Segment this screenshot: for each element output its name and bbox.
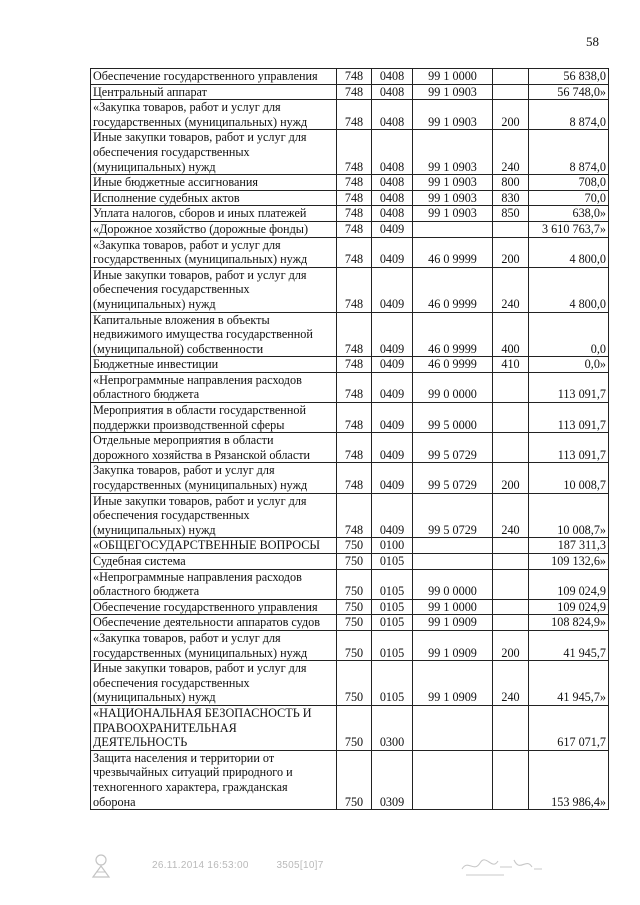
row-amount: 4 800,0 — [529, 267, 609, 312]
row-amount: 109 024,9 — [529, 569, 609, 599]
row-name: Иные закупки товаров, работ и услуг для обеспечения государственных (муниципальных) нужд — [91, 661, 337, 706]
footer-timestamp — [152, 860, 324, 871]
row-target-code: 46 0 9999 — [413, 312, 493, 357]
row-target-code: 99 1 0909 — [413, 630, 493, 660]
row-section-code: 0409 — [372, 267, 413, 312]
row-ved-code: 750 — [337, 705, 372, 750]
row-section-code: 0100 — [372, 538, 413, 554]
row-name: Исполнение судебных актов — [91, 190, 337, 206]
row-name: «Непрограммные направления расходов областного бюджета — [91, 569, 337, 599]
row-expense-type: 200 — [493, 630, 529, 660]
row-amount: 41 945,7» — [529, 661, 609, 706]
row-target-code — [413, 750, 493, 809]
row-amount: 8 874,0 — [529, 100, 609, 130]
row-ved-code: 748 — [337, 206, 372, 222]
row-expense-type: 240 — [493, 267, 529, 312]
row-section-code: 0408 — [372, 100, 413, 130]
row-expense-type — [493, 433, 529, 463]
row-name: Иные закупки товаров, работ и услуг для обеспечения государственных (муниципальных) нужд — [91, 130, 337, 175]
row-expense-type: 400 — [493, 312, 529, 357]
row-ved-code: 748 — [337, 190, 372, 206]
row-target-code: 99 5 0729 — [413, 463, 493, 493]
row-amount: 4 800,0 — [529, 237, 609, 267]
row-target-code: 46 0 9999 — [413, 237, 493, 267]
row-ved-code: 748 — [337, 463, 372, 493]
row-target-code: 46 0 9999 — [413, 357, 493, 373]
row-expense-type — [493, 705, 529, 750]
row-expense-type: 200 — [493, 463, 529, 493]
row-name: «Закупка товаров, работ и услуг для государственных (муниципальных) нужд — [91, 630, 337, 660]
row-section-code: 0409 — [372, 312, 413, 357]
table-row — [91, 206, 609, 222]
row-ved-code: 748 — [337, 403, 372, 433]
row-ved-code: 748 — [337, 130, 372, 175]
row-name: Капитальные вложения в объекты недвижимого имущества государственной (муниципальной) собственности — [91, 312, 337, 357]
table-row — [91, 599, 609, 615]
row-section-code: 0105 — [372, 630, 413, 660]
row-ved-code: 748 — [337, 69, 372, 85]
row-expense-type: 800 — [493, 175, 529, 191]
stamp-icon — [90, 853, 112, 879]
row-expense-type — [493, 599, 529, 615]
row-ved-code: 748 — [337, 493, 372, 538]
row-target-code — [413, 705, 493, 750]
table-row — [91, 554, 609, 570]
row-section-code: 0105 — [372, 599, 413, 615]
row-section-code: 0300 — [372, 705, 413, 750]
row-ved-code: 748 — [337, 221, 372, 237]
row-target-code: 99 1 0909 — [413, 615, 493, 631]
row-ved-code: 750 — [337, 615, 372, 631]
row-amount: 56 748,0» — [529, 84, 609, 100]
row-ved-code: 750 — [337, 569, 372, 599]
page-number: 58 — [586, 34, 599, 49]
row-ved-code: 748 — [337, 312, 372, 357]
row-section-code: 0409 — [372, 463, 413, 493]
row-ved-code: 750 — [337, 538, 372, 554]
table-row — [91, 267, 609, 312]
row-target-code: 99 1 0000 — [413, 599, 493, 615]
row-expense-type — [493, 569, 529, 599]
row-amount: 109 132,6» — [529, 554, 609, 570]
table-body — [91, 69, 609, 810]
row-target-code: 99 1 0903 — [413, 100, 493, 130]
row-expense-type: 410 — [493, 357, 529, 373]
row-name: Мероприятия в области государственной поддержки производственной сферы — [91, 403, 337, 433]
row-ved-code: 750 — [337, 630, 372, 660]
row-expense-type: 200 — [493, 100, 529, 130]
row-ved-code: 748 — [337, 84, 372, 100]
row-section-code: 0309 — [372, 750, 413, 809]
row-amount: 187 311,3 — [529, 538, 609, 554]
budget-table — [90, 68, 609, 810]
row-amount: 113 091,7 — [529, 403, 609, 433]
table-row — [91, 433, 609, 463]
row-section-code: 0408 — [372, 175, 413, 191]
row-section-code: 0409 — [372, 221, 413, 237]
row-target-code — [413, 221, 493, 237]
row-target-code — [413, 554, 493, 570]
row-amount: 8 874,0 — [529, 130, 609, 175]
row-ved-code: 750 — [337, 661, 372, 706]
footer-date: 26.11.2014 16:53:00 — [152, 860, 249, 871]
row-section-code: 0408 — [372, 206, 413, 222]
row-name: «Закупка товаров, работ и услуг для государственных (муниципальных) нужд — [91, 237, 337, 267]
row-ved-code: 748 — [337, 372, 372, 402]
row-name: Отдельные мероприятия в области дорожного хозяйства в Рязанской области — [91, 433, 337, 463]
table-row — [91, 372, 609, 402]
row-amount: 10 008,7 — [529, 463, 609, 493]
row-target-code: 99 1 0903 — [413, 190, 493, 206]
row-amount: 153 986,4» — [529, 750, 609, 809]
row-ved-code: 748 — [337, 100, 372, 130]
row-section-code: 0409 — [372, 237, 413, 267]
row-expense-type — [493, 84, 529, 100]
row-amount: 109 024,9 — [529, 599, 609, 615]
row-expense-type — [493, 538, 529, 554]
row-amount: 113 091,7 — [529, 433, 609, 463]
table-row — [91, 661, 609, 706]
table-row — [91, 705, 609, 750]
row-section-code: 0408 — [372, 130, 413, 175]
row-target-code: 99 0 0000 — [413, 372, 493, 402]
row-section-code: 0409 — [372, 357, 413, 373]
row-section-code: 0408 — [372, 69, 413, 85]
row-amount: 56 838,0 — [529, 69, 609, 85]
row-ved-code: 750 — [337, 750, 372, 809]
row-name: Обеспечение деятельности аппаратов судов — [91, 615, 337, 631]
row-amount: 3 610 763,7» — [529, 221, 609, 237]
row-name: Уплата налогов, сборов и иных платежей — [91, 206, 337, 222]
row-expense-type: 240 — [493, 493, 529, 538]
row-amount: 617 071,7 — [529, 705, 609, 750]
row-expense-type — [493, 403, 529, 433]
row-expense-type: 240 — [493, 130, 529, 175]
row-target-code: 99 1 0903 — [413, 84, 493, 100]
row-amount: 70,0 — [529, 190, 609, 206]
row-ved-code: 748 — [337, 357, 372, 373]
row-section-code: 0409 — [372, 372, 413, 402]
row-target-code: 99 5 0000 — [413, 403, 493, 433]
table-row — [91, 221, 609, 237]
row-expense-type — [493, 554, 529, 570]
row-target-code: 99 1 0903 — [413, 175, 493, 191]
row-expense-type: 830 — [493, 190, 529, 206]
row-ved-code: 748 — [337, 267, 372, 312]
table-row — [91, 190, 609, 206]
row-target-code: 99 0 0000 — [413, 569, 493, 599]
row-ved-code: 748 — [337, 175, 372, 191]
row-target-code — [413, 538, 493, 554]
signature-mark — [460, 855, 544, 877]
row-ved-code: 748 — [337, 237, 372, 267]
row-name: «Закупка товаров, работ и услуг для государственных (муниципальных) нужд — [91, 100, 337, 130]
row-name: «Непрограммные направления расходов областного бюджета — [91, 372, 337, 402]
row-target-code: 99 1 0909 — [413, 661, 493, 706]
row-name: Иные закупки товаров, работ и услуг для обеспечения государственных (муниципальных) нужд — [91, 493, 337, 538]
table-row — [91, 69, 609, 85]
row-amount: 708,0 — [529, 175, 609, 191]
table-row — [91, 615, 609, 631]
row-amount: 638,0» — [529, 206, 609, 222]
row-amount: 113 091,7 — [529, 372, 609, 402]
row-target-code: 46 0 9999 — [413, 267, 493, 312]
row-name: Бюджетные инвестиции — [91, 357, 337, 373]
table-row — [91, 312, 609, 357]
row-section-code: 0409 — [372, 433, 413, 463]
row-name: Защита населения и территории от чрезвычайных ситуаций природного и техногенного характера, гражданская оборона — [91, 750, 337, 809]
row-expense-type: 240 — [493, 661, 529, 706]
row-ved-code: 750 — [337, 599, 372, 615]
table-row — [91, 237, 609, 267]
row-name: «Дорожное хозяйство (дорожные фонды) — [91, 221, 337, 237]
row-amount: 10 008,7» — [529, 493, 609, 538]
table-row — [91, 493, 609, 538]
row-target-code: 99 5 0729 — [413, 493, 493, 538]
row-amount: 108 824,9» — [529, 615, 609, 631]
row-expense-type — [493, 221, 529, 237]
row-expense-type — [493, 615, 529, 631]
row-name: Центральный аппарат — [91, 84, 337, 100]
table-row — [91, 569, 609, 599]
row-target-code: 99 5 0729 — [413, 433, 493, 463]
table-row — [91, 403, 609, 433]
row-name: Обеспечение государственного управления — [91, 599, 337, 615]
table-row — [91, 630, 609, 660]
row-ved-code: 748 — [337, 433, 372, 463]
table-row — [91, 538, 609, 554]
row-name: «ОБЩЕГОСУДАРСТВЕННЫЕ ВОПРОСЫ — [91, 538, 337, 554]
table-row — [91, 175, 609, 191]
table-row — [91, 130, 609, 175]
row-expense-type — [493, 750, 529, 809]
row-name: Обеспечение государственного управления — [91, 69, 337, 85]
table-row — [91, 357, 609, 373]
row-target-code: 99 1 0903 — [413, 206, 493, 222]
row-section-code: 0105 — [372, 661, 413, 706]
row-target-code: 99 1 0903 — [413, 130, 493, 175]
row-section-code: 0409 — [372, 403, 413, 433]
table-row — [91, 84, 609, 100]
scan-footer — [90, 853, 560, 881]
row-expense-type — [493, 69, 529, 85]
row-amount: 41 945,7 — [529, 630, 609, 660]
table-row — [91, 750, 609, 809]
row-name: «НАЦИОНАЛЬНАЯ БЕЗОПАСНОСТЬ И ПРАВООХРАНИТЕЛЬНАЯ ДЕЯТЕЛЬНОСТЬ — [91, 705, 337, 750]
table-row — [91, 100, 609, 130]
row-section-code: 0408 — [372, 190, 413, 206]
row-expense-type: 850 — [493, 206, 529, 222]
row-expense-type — [493, 372, 529, 402]
row-expense-type: 200 — [493, 237, 529, 267]
row-ved-code: 750 — [337, 554, 372, 570]
row-section-code: 0409 — [372, 493, 413, 538]
row-section-code: 0105 — [372, 554, 413, 570]
row-section-code: 0105 — [372, 615, 413, 631]
row-target-code: 99 1 0000 — [413, 69, 493, 85]
row-name: Закупка товаров, работ и услуг для государственных (муниципальных) нужд — [91, 463, 337, 493]
footer-doc-code: 3505[10]7 — [276, 860, 324, 871]
row-name: Судебная система — [91, 554, 337, 570]
row-amount: 0,0» — [529, 357, 609, 373]
table-row — [91, 463, 609, 493]
row-amount: 0,0 — [529, 312, 609, 357]
row-name: Иные закупки товаров, работ и услуг для обеспечения государственных (муниципальных) нужд — [91, 267, 337, 312]
row-section-code: 0105 — [372, 569, 413, 599]
row-name: Иные бюджетные ассигнования — [91, 175, 337, 191]
row-section-code: 0408 — [372, 84, 413, 100]
